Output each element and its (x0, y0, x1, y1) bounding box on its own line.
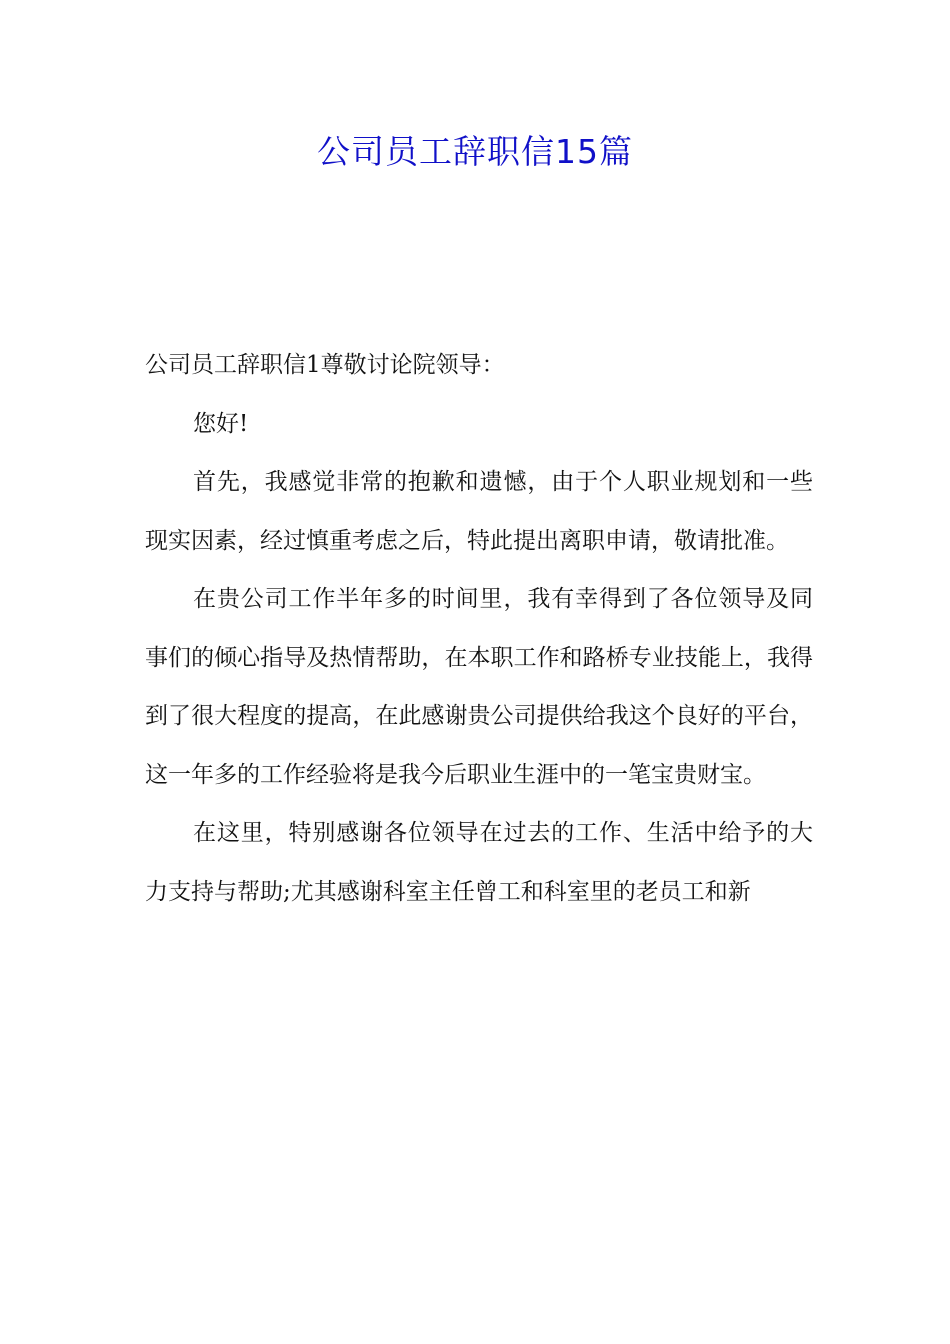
page-title: 公司员工辞职信15篇 (317, 132, 633, 171)
paragraph-greeting: 您好! (193, 410, 249, 437)
document-body (145, 336, 813, 921)
paragraph: 在贵公司工作半年多的时间里，我有幸得到了各位领导及同事们的倾心指导及热情帮助，在本职工作和路桥专业技能上，我得到了很大程度的提高，在此感谢贵公司提供给我这个良好的平台，这一年多的工作经验将是我今后职业生涯中的一笔宝贵财宝。 (145, 586, 813, 788)
paragraph: 首先，我感觉非常的抱歉和遗憾，由于个人职业规划和一些现实因素，经过慎重考虑之后，特此提出离职申请，敬请批准。 (145, 469, 813, 554)
paragraph: 在这里，特别感谢各位领导在过去的工作、生活中给予的大力支持与帮助;尤其感谢科室主任曾工和科室里的老员工和新 (145, 820, 813, 905)
paragraph-salutation: 公司员工辞职信1尊敬讨论院领导： (145, 352, 505, 378)
